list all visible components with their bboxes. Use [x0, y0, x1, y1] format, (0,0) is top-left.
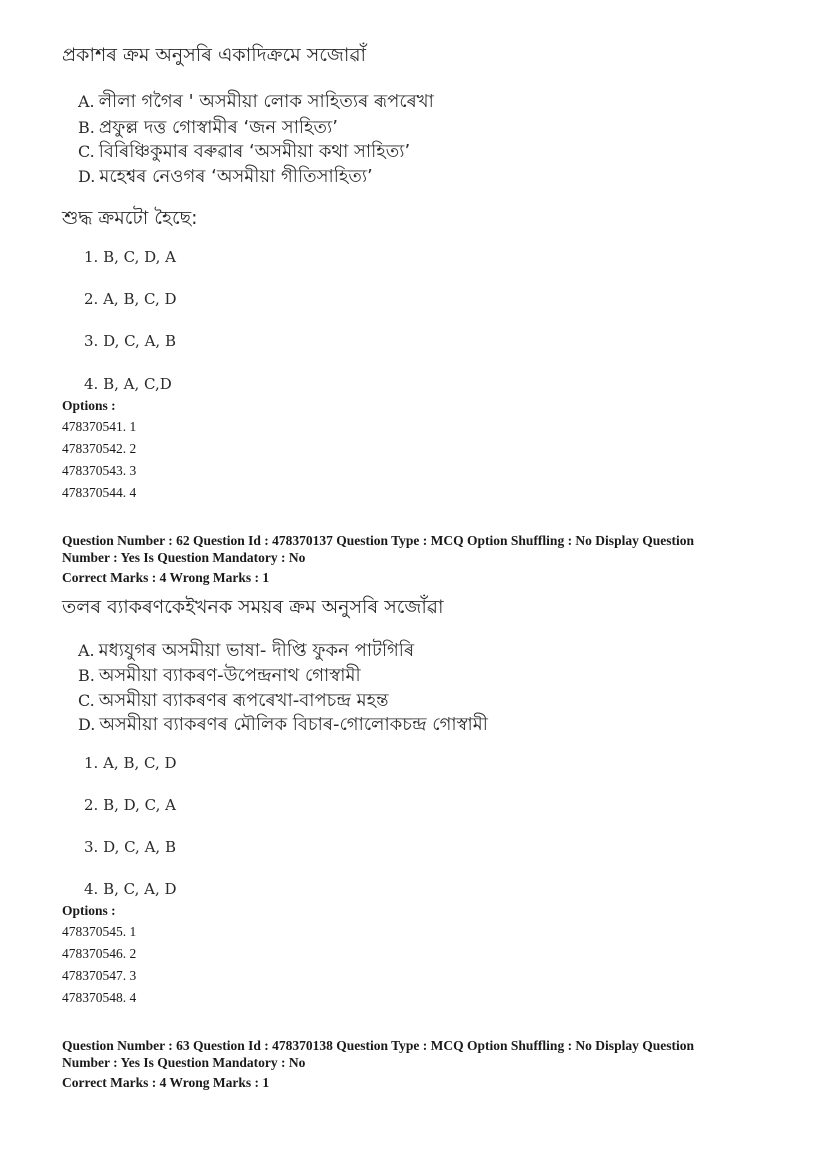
option-id: 478370543. 3 [62, 463, 137, 478]
option-id: 478370546. 2 [62, 946, 137, 961]
choice-3: 3. D, C, A, B [84, 332, 176, 350]
choice-4: 4. B, C, A, D [84, 880, 177, 898]
question-63-marks: Correct Marks : 4 Wrong Marks : 1 [62, 1075, 270, 1090]
correct-order-label: শুদ্ধ ক্ৰমটো হৈছে: [62, 207, 198, 229]
question-stem: তলৰ ব্যাকৰণকেইখনক সময়ৰ ক্ৰম অনুসৰি সজোঁৱা [62, 596, 444, 618]
statement-c: C. অসমীয়া ব্যাকৰণৰ ৰূপৰেখা-বাপচন্দ্ৰ মহন্ত [78, 690, 389, 711]
statement-b: B. অসমীয়া ব্যাকৰণ-উপেন্দ্ৰনাথ গোস্বামী [78, 665, 361, 686]
question-62-marks: Correct Marks : 4 Wrong Marks : 1 [62, 570, 270, 585]
options-label: Options : [62, 903, 116, 918]
question-62-meta-line1: Question Number : 62 Question Id : 478370137 Question Type : MCQ Option Shuffling : No Display Question [62, 533, 694, 548]
choice-2: 2. B, D, C, A [84, 796, 176, 814]
option-id: 478370547. 3 [62, 968, 137, 983]
statement-d: D. অসমীয়া ব্যাকৰণৰ মৌলিক বিচাৰ-গোলোকচন্দ্ৰ গোস্বামী [78, 714, 488, 735]
question-63-meta-line1: Question Number : 63 Question Id : 478370138 Question Type : MCQ Option Shuffling : No Display Question [62, 1038, 694, 1053]
option-id: 478370542. 2 [62, 441, 137, 456]
question-stem: প্ৰকাশৰ ক্ৰম অনুসৰি একাদিক্ৰমে সজোৱাঁ [62, 44, 367, 66]
choice-1: 1. B, C, D, A [84, 248, 176, 266]
options-label: Options : [62, 398, 116, 413]
question-63-meta-line2: Number : Yes Is Question Mandatory : No [62, 1055, 306, 1070]
question-62-meta-line2: Number : Yes Is Question Mandatory : No [62, 550, 306, 565]
choice-3: 3. D, C, A, B [84, 838, 176, 856]
statement-d: D. মহেশ্বৰ নেওগৰ ‘অসমীয়া গীতিসাহিত্য’ [78, 166, 373, 187]
option-id: 478370541. 1 [62, 419, 137, 434]
choice-1: 1. A, B, C, D [84, 754, 177, 772]
statement-c: C. বিৰিঞ্চিকুমাৰ বৰুৱাৰ ‘অসমীয়া কথা সাহিত্য’ [78, 141, 411, 162]
choice-2: 2. A, B, C, D [84, 290, 177, 308]
statement-a: A. লীলা গগৈৰ ' অসমীয়া লোক সাহিত্যৰ ৰূপৰেখা [78, 91, 434, 112]
statement-a: A. মধ্যযুগৰ অসমীয়া ভাষা- দীপ্তি ফুকন পাটগিৰি [78, 640, 415, 661]
option-id: 478370545. 1 [62, 924, 137, 939]
option-id: 478370544. 4 [62, 485, 137, 500]
option-id: 478370548. 4 [62, 990, 137, 1005]
choice-4: 4. B, A, C,D [84, 375, 172, 393]
statement-b: B. প্ৰফুল্ল দত্ত গোস্বামীৰ ‘জন সাহিত্য’ [78, 117, 338, 138]
